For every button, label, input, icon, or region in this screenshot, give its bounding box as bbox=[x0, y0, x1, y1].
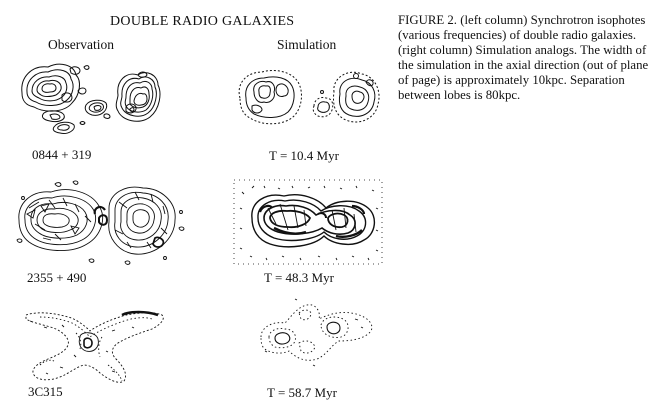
observation-label-row-1: 0844 + 319 bbox=[32, 147, 92, 162]
observation-panel-0844-319 bbox=[14, 55, 164, 140]
column-header-simulation: Simulation bbox=[277, 37, 337, 52]
simulation-panel-t48 bbox=[232, 178, 384, 266]
figure-caption: FIGURE 2. (left column) Synchrotron isophotes (various frequencies) of double radio galaxies. (right column) Simulation analogs. The width of the simulation in the axial direction (out of plane of page) is approximately 10kpc. Separation between lobes is 80kpc. bbox=[398, 13, 649, 102]
simulation-label-row-3: T = 58.7 Myr bbox=[267, 385, 337, 400]
simulation-panel-t10 bbox=[232, 62, 382, 142]
simulation-label-row-1: T = 10.4 Myr bbox=[269, 148, 339, 163]
column-header-observation: Observation bbox=[48, 37, 114, 52]
figure-title: DOUBLE RADIO GALAXIES bbox=[110, 14, 295, 29]
simulation-panel-t58 bbox=[255, 293, 377, 371]
observation-label-row-2: 2355 + 490 bbox=[27, 270, 87, 285]
observation-panel-2355-490 bbox=[15, 178, 190, 270]
observation-panel-3c315 bbox=[20, 303, 170, 385]
simulation-label-row-2: T = 48.3 Myr bbox=[264, 270, 334, 285]
observation-label-row-3: 3C315 bbox=[28, 384, 63, 399]
